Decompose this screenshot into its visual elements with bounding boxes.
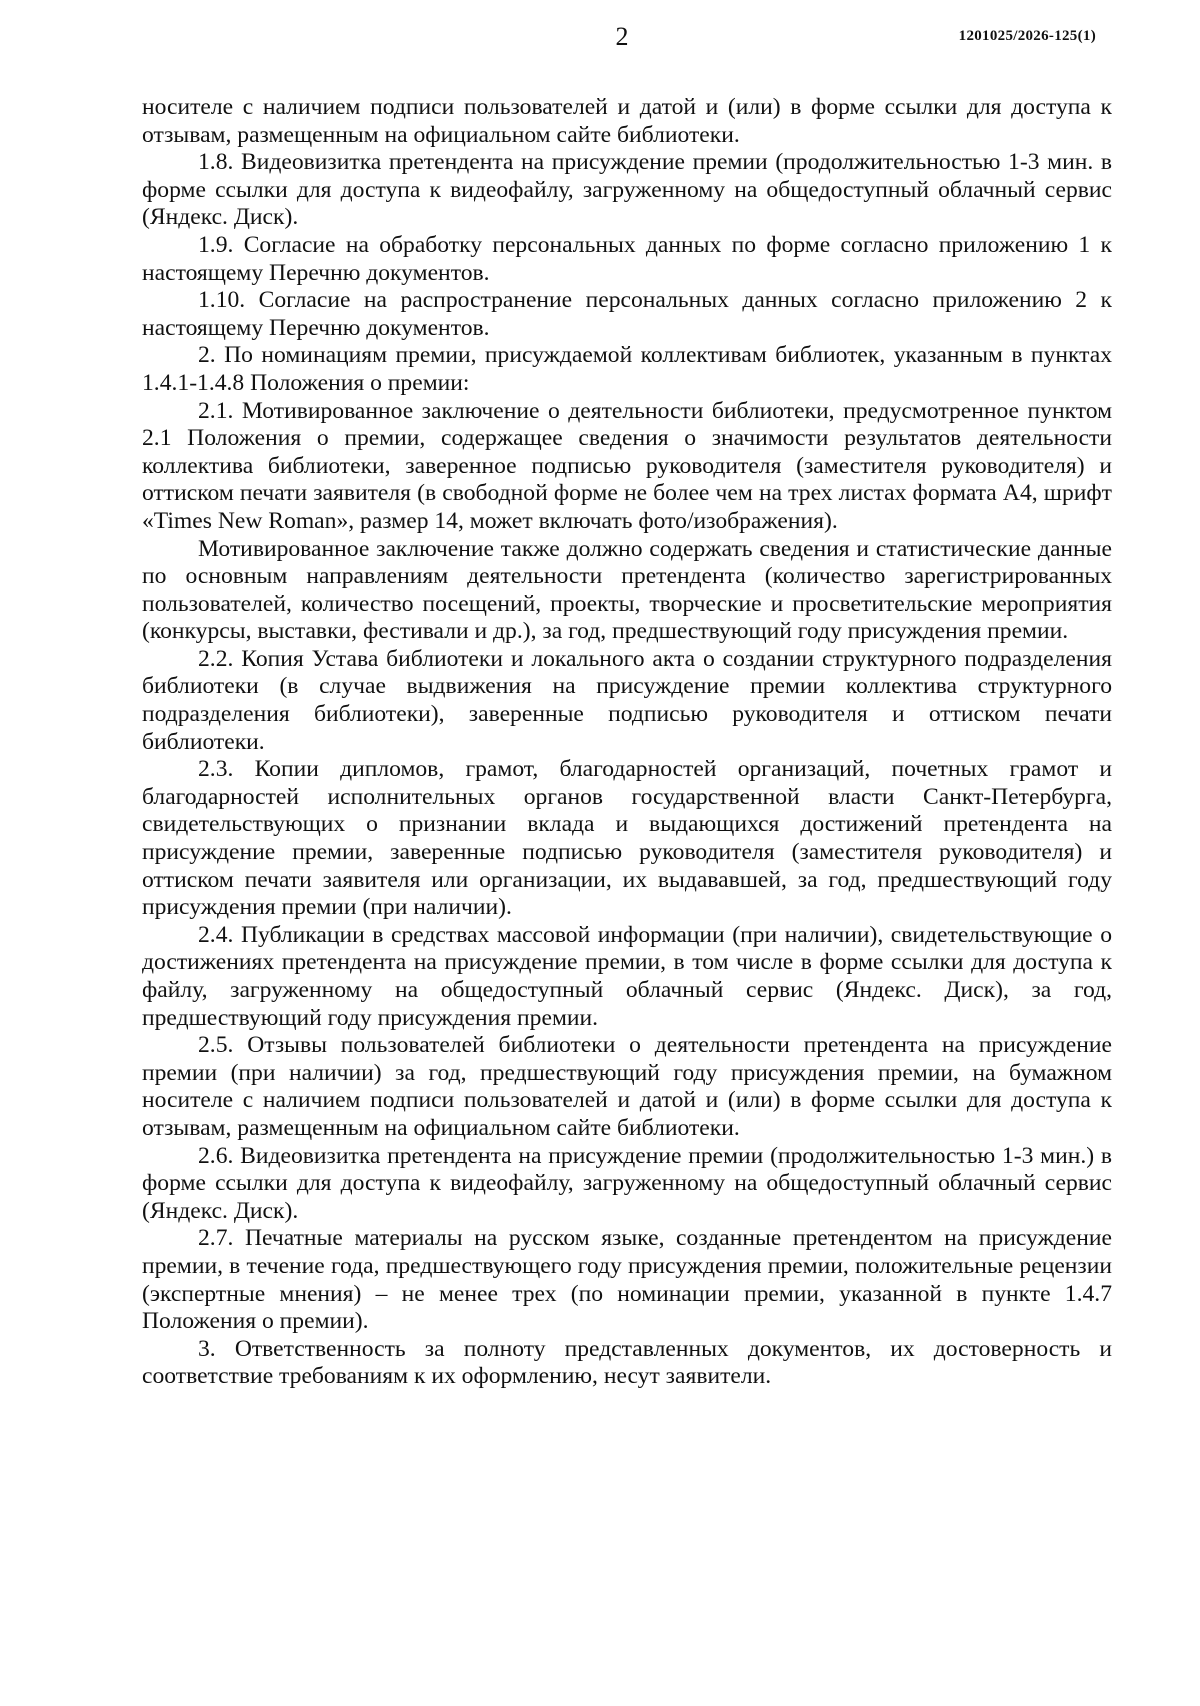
document-body <box>142 94 1112 1391</box>
paragraph-2-4: 2.4. Публикации в средствах массовой информации (при наличии), свидетельствующие о достижениях претендента на присуждение премии, в том числе в форме ссылки для доступа к файлу, загруженному на общедоступный облачный сервис (Яндекс. Диск), за год, предшествующий году присуждения премии. <box>142 921 1112 1031</box>
paragraph-2-5: 2.5. Отзывы пользователей библиотеки о деятельности претендента на присуждение премии (при наличии) за год, предшествующий году присуждения премии, на бумажном носителе с наличием подписи пользователей и датой и (или) в форме ссылки для доступа к отзывам, размещенным на официальном сайте библиотеки. <box>142 1032 1112 1141</box>
paragraph-2-6: 2.6. Видеовизитка претендента на присуждение премии (продолжительностью 1-3 мин.) в форме ссылки для доступа к видеофайлу, загруженному на общедоступный облачный сервис (Яндекс. Диск). <box>142 1142 1112 1224</box>
page-number: 2 <box>615 22 629 51</box>
paragraph-continuation: носителе с наличием подписи пользователей и датой и (или) в форме ссылки для доступа к отзывам, размещенным на официальном сайте библиотеки. <box>142 94 1112 148</box>
paragraph-2-1: 2.1. Мотивированное заключение о деятельности библиотеки, предусмотренное пунктом 2.1 Положения о премии, содержащее сведения о значимости результатов деятельности коллектива библиотеки, заверенное подписью руководителя (заместителя руководителя) и оттиском печати заявителя (в свободной форме не более чем на трех листах формата А4, шрифт «Times New Roman», размер 14, может включать фото/изображения). <box>142 397 1112 534</box>
paragraph-2: 2. По номинациям премии, присуждаемой коллективам библиотек, указанным в пунктах 1.4.1-1.4.8 Положения о премии: <box>142 342 1112 396</box>
paragraph-1-10: 1.10. Согласие на распространение персональных данных согласно приложению 2 к настоящему Перечню документов. <box>142 287 1112 341</box>
paragraph-3: 3. Ответственность за полноту представленных документов, их достоверность и соответствие требованиям к их оформлению, несут заявители. <box>142 1335 1112 1390</box>
paragraph-1-9: 1.9. Согласие на обработку персональных данных по форме согласно приложению 1 к настоящему Перечню документов. <box>142 231 1112 286</box>
paragraph-2-3: 2.3. Копии дипломов, грамот, благодарностей организаций, почетных грамот и благодарностей исполнительных органов государственной власти Санкт-Петербурга, свидетельствующих о признании вклада и выдающихся достижений претендента на присуждение премии, заверенные подписью руководителя (заместителя руководителя) и оттиском печати заявителя или организации, их выдававшей, за год, предшествующий году присуждения премии (при наличии). <box>142 756 1112 921</box>
document-code: 1201025/2026-125(1) <box>958 28 1096 44</box>
paragraph-2-2: 2.2. Копия Устава библиотеки и локального акта о создании структурного подразделения библиотеки (в случае выдвижения на присуждение премии коллектива структурного подразделения библиотеки), заверенные подписью руководителя и оттиском печати библиотеки. <box>142 645 1112 755</box>
paragraph-1-8: 1.8. Видеовизитка претендента на присуждение премии (продолжительностью 1-3 мин. в форме ссылки для доступа к видеофайлу, загруженному на общедоступный облачный сервис (Яндекс. Диск). <box>142 149 1112 231</box>
paragraph-2-1-extra: Мотивированное заключение также должно содержать сведения и статистические данные по основным направлениям деятельности претендента (количество зарегистрированных пользователей, количество посещений, проекты, творческие и просветительские мероприятия (конкурсы, выставки, фестивали и др.), за год, предшествующий году присуждения премии. <box>142 535 1112 645</box>
paragraph-2-7: 2.7. Печатные материалы на русском языке, созданные претендентом на присуждение премии, в течение года, предшествующего году присуждения премии, положительные рецензии (экспертные мнения) – не менее трех (по номинации премии, указанной в пункте 1.4.7 Положения о премии). <box>142 1225 1112 1335</box>
